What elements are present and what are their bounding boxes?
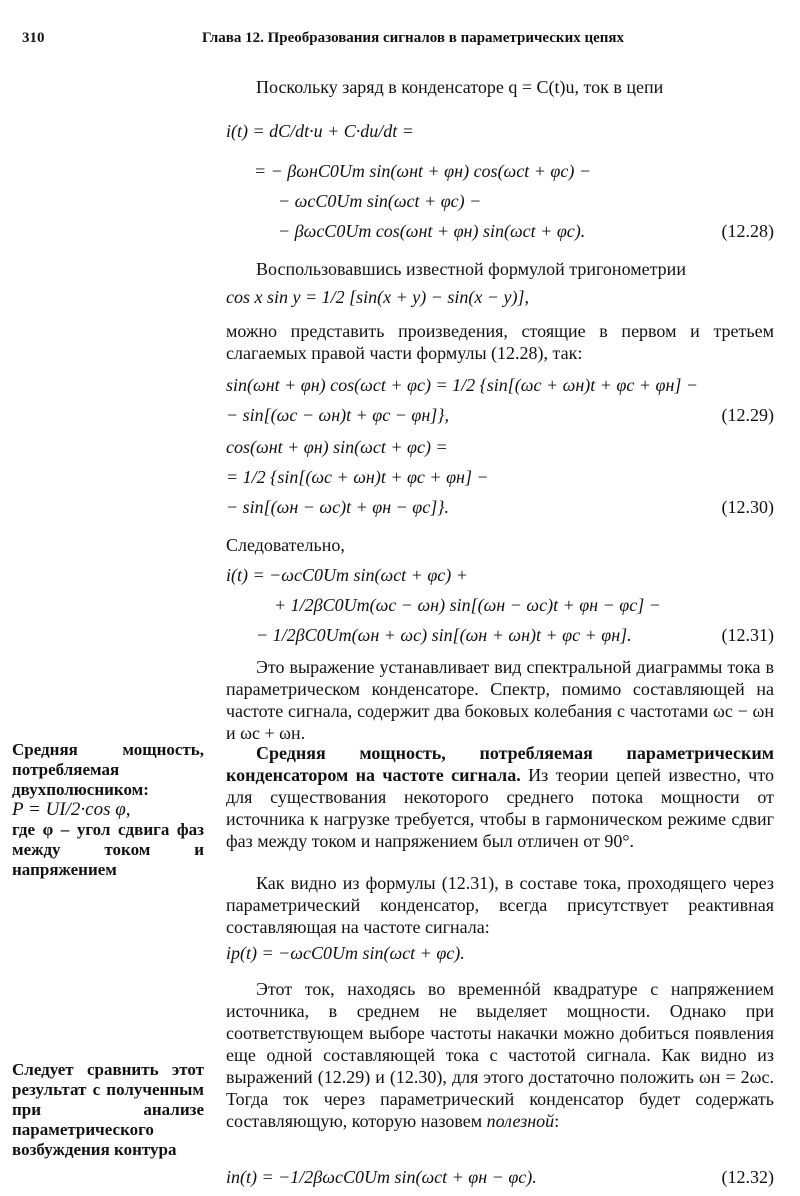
eq-current-line-1: = − βωнC0Um sin(ωнt + φн) cos(ωсt + φс) − bbox=[254, 161, 591, 181]
eq-12-32: iп(t) = −1/2βωсC0Um sin(ωсt + φн − φс). bbox=[226, 1167, 537, 1187]
eq-current-line-2: − ωсC0Um sin(ωсt + φс) − bbox=[278, 191, 482, 211]
represent-paragraph: можно представить произведения, стоящие в первом и третьем слагаемых правой части формулы (12.28), так: bbox=[226, 321, 774, 363]
equation-number-12-30: (12.30) bbox=[721, 497, 774, 517]
eq-12-29-line-2: − sin[(ωс − ωн)t + φс − φн]}, bbox=[226, 405, 449, 425]
page-header bbox=[22, 30, 770, 54]
margin-note-power-tail: где φ – угол сдвига фаз между током и напряжением bbox=[12, 820, 204, 879]
equation-number-12-29: (12.29) bbox=[721, 405, 774, 425]
equation-number-12-31: (12.31) bbox=[721, 625, 774, 645]
margin-note-compare bbox=[12, 1060, 204, 1160]
quadrature-paragraph bbox=[226, 978, 774, 1132]
trig-intro: Воспользовавшись известной формулой тригонометрии bbox=[256, 259, 686, 279]
margin-note-power-formula: P = UI/2·cos φ, bbox=[12, 799, 131, 820]
eq-12-29-line-1: sin(ωнt + φн) cos(ωсt + φс) = 1/2 {sin[(ωс + ωн)t + φс + φн] − bbox=[226, 375, 699, 395]
eq-12-30-line-1: cos(ωнt + φн) sin(ωсt + φс) = bbox=[226, 437, 448, 457]
margin-note-power bbox=[12, 740, 204, 880]
power-paragraph bbox=[226, 742, 774, 852]
margin-note-power-text: Средняя мощность, потребляемая двухполюсником: bbox=[12, 740, 204, 799]
equation-number-12-32: (12.32) bbox=[721, 1167, 774, 1187]
page-number: 310 bbox=[22, 30, 45, 46]
equation-number-12-28: (12.28) bbox=[721, 221, 774, 241]
running-title: Глава 12. Преобразования сигналов в параметрических цепях bbox=[202, 30, 625, 46]
reactive-paragraph: Как видно из формулы (12.31), в составе тока, проходящего через параметрический конденсатор, всегда присутствует реактивная составляющая на частоте сигнала: bbox=[226, 873, 774, 937]
eq-12-31-line-2: + 1/2βC0Um(ωс − ωн) sin[(ωн − ωс)t + φн − φс] − bbox=[274, 595, 661, 615]
trig-formula: cos x sin y = 1/2 [sin(x + y) − sin(x − y)], bbox=[226, 287, 530, 307]
useful-term: полезной bbox=[486, 1111, 555, 1131]
power-heading: Средняя мощность, потребляемая параметрическим конденсатором на частоте сигнала. bbox=[226, 743, 774, 785]
eq-12-30-line-3: − sin[(ωн − ωс)t + φн − φс]}. bbox=[226, 497, 449, 517]
eq-12-31-line-1: i(t) = −ωсC0Um sin(ωсt + φс) + bbox=[226, 565, 468, 585]
eq-current-start: i(t) = dC/dt·u + C·du/dt = bbox=[226, 121, 414, 141]
spectrum-paragraph: Это выражение устанавливает вид спектральной диаграммы тока в параметрическом конденсаторе. Спектр, помимо составляющей на частоте сигнала, содержит два боковых колебания с частотами ωс − ωн и ωс + ωн. bbox=[226, 657, 774, 743]
therefore-word: Следовательно, bbox=[226, 535, 345, 555]
eq-current-line-3: − βωсC0Um cos(ωнt + φн) sin(ωсt + φс). bbox=[278, 221, 586, 241]
eq-12-31-line-3: − 1/2βC0Um(ωн + ωс) sin[(ωн + ωн)t + φс + φн]. bbox=[256, 625, 632, 645]
eq-reactive-current: iр(t) = −ωсC0Um sin(ωсt + φс). bbox=[226, 943, 465, 963]
useful-colon: : bbox=[554, 1111, 560, 1131]
quadrature-body: Этот ток, находясь во временнóй квадратуре с напряжением источника, в среднем не выделяет мощности. Однако при соответствующем выборе частоты накачки можно добиться появления еще одной составляющей тока с частотой сигнала. Как видно из выражений (12.29) и (12.30), для этого достаточно положить ωн = 2ωс. Тогда ток через параметрический конденсатор будет содержать составляющую, которую назовем bbox=[226, 979, 774, 1131]
eq-12-30-line-2: = 1/2 {sin[(ωс + ωн)t + φс + φн] − bbox=[226, 467, 489, 487]
power-body: Из теории цепей известно, что для существования некоторого среднего потока мощности от источника к нагрузке требуется, чтобы в гармоническом режиме сдвиг фаз между током и напряжением был отличен от 90°. bbox=[226, 765, 774, 851]
margin-note-compare-text: Следует сравнить этот результат с полученным при анализе параметрического возбуждения контура bbox=[12, 1060, 204, 1159]
intro-line: Поскольку заряд в конденсаторе q = C(t)u, ток в цепи bbox=[256, 77, 664, 97]
